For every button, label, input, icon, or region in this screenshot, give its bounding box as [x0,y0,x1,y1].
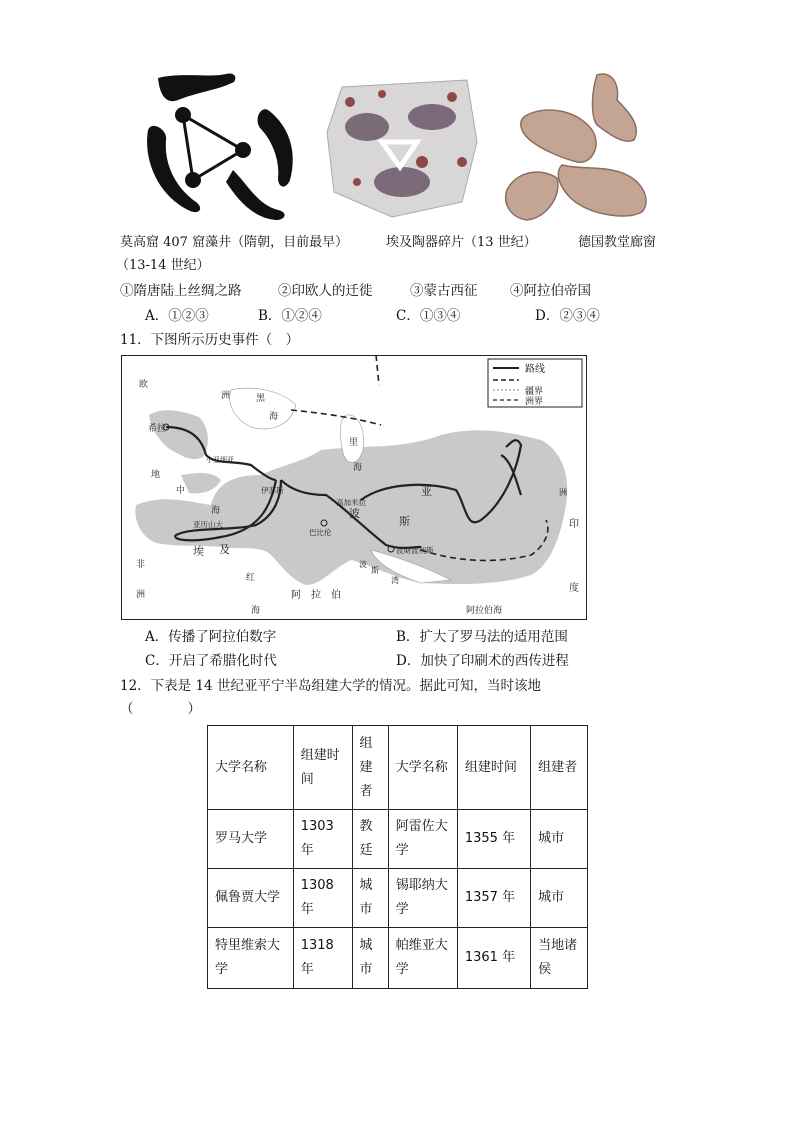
map-label-feizhou-1: 非 [136,560,146,570]
table-header-cell: 大学名称 [208,726,294,810]
map-label-gaojiamila: 高加米拉 [336,498,366,507]
map-label-zhong: 中 [176,486,186,496]
map-label-zhou: 洲 [559,488,567,497]
map-label-bo-2: 波 [359,560,367,569]
map-label-si: 斯 [399,515,410,528]
map-label-alabo: 阿 拉 伯 [291,590,341,601]
image1-caption: 莫高窟 407 窟藻井（隋朝，目前最早） [120,235,349,250]
map-label-ai: 埃 [193,545,204,558]
q10-statement-2: ②印欧人的迁徙 [278,283,373,299]
q11-option-d: D．加快了印刷术的西传进程 [396,653,569,669]
map-label-yisuo: 伊苏斯 [261,486,284,495]
table-header-cell: 组建时间 [457,726,530,810]
map-label-hong: 红 [246,573,256,583]
q10-option-c: C．①③④ [396,308,461,324]
map-label-wan: 湾 [391,576,399,585]
table-header-cell: 组建者 [531,726,588,810]
table-cell: 城市 [531,869,588,928]
q10-option-b: B．①②④ [258,308,322,324]
map-label-ya: 亚 [421,485,432,498]
image3-caption-continued: （13-14 世纪） [116,258,210,273]
map-label-hei: 黑 [256,394,266,404]
table-cell: 阿雷佐大学 [388,810,457,869]
map-label-bo: 波 [349,507,360,520]
table-cell: 教廷 [352,810,388,869]
map-label-alabohai: 阿拉伯海 [466,606,503,616]
table-cell: 1308 年 [293,869,352,928]
mogao-three-hares-image [138,70,300,225]
table-cell: 锡耶纳大学 [388,869,457,928]
q10-statement-1: ①隋唐陆上丝绸之路 [120,283,242,299]
table-cell: 罗马大学 [208,810,294,869]
table-row [208,928,588,989]
map-label-si-2: 斯 [371,566,379,575]
alexander-campaign-map [121,355,587,620]
table-cell: 当地诸侯 [531,928,588,989]
map-label-hai-3: 海 [211,506,221,516]
q10-statement-4: ④阿拉伯帝国 [510,283,591,299]
map-label-yalishanda: 亚历山大 [193,520,223,529]
legend-continent-line: 洲界 [525,397,544,407]
legend-route: 路线 [525,364,545,375]
table-row [208,869,588,928]
image3-caption: 德国教堂廊窗 [578,235,657,250]
table-cell: 城市 [531,810,588,869]
table-cell: 1318 年 [293,928,352,989]
map-label-europe-1: 欧 [139,380,149,390]
table-header-cell: 组建者 [352,726,388,810]
egyptian-pottery-image [322,72,482,222]
map-label-hai-1: 海 [269,412,279,422]
map-label-feizhou-2: 洲 [136,590,146,600]
q10-option-a: A．①②③ [145,308,209,324]
map-label-babilun: 巴比伦 [309,528,332,537]
q11-stem: 11．下图所示历史事件（ ） [120,332,300,348]
legend-border: 疆界 [525,387,544,397]
q10-statement-3: ③蒙古西征 [410,283,478,299]
table-cell: 城市 [352,869,388,928]
q11-option-b: B．扩大了罗马法的适用范围 [396,629,568,645]
q10-option-d: D．②③④ [535,308,600,324]
q11-option-a: A．传播了阿拉伯数字 [145,629,277,645]
map-label-yindu-1: 印 [569,519,579,530]
q11-option-c: C．开启了希腊化时代 [145,653,277,669]
table-cell: 1303 年 [293,810,352,869]
table-header-cell: 组建时间 [293,726,352,810]
map-label-di: 地 [151,470,161,480]
map-label-yindu-2: 度 [569,583,579,594]
table-cell: 帕维亚大学 [388,928,457,989]
map-label-hai-4: 海 [251,606,261,616]
table-row [208,810,588,869]
q12-answer-paren: （ ） [120,701,201,717]
table-cell: 城市 [352,928,388,989]
german-church-window-image [502,70,664,225]
map-label-xila: 希拉 [148,424,167,434]
q12-stem: 12．下表是 14 世纪亚平宁半岛组建大学的情况。据此可知，当时该地 [120,678,541,694]
map-label-xiaoyaxiya: 小亚细亚 [206,456,234,464]
image2-caption: 埃及陶器碎片（13 世纪） [386,235,537,250]
map-label-europe-2: 洲 [221,391,231,401]
table-header-row [208,726,588,810]
table-cell: 佩鲁贾大学 [208,869,294,928]
map-label-ji: 及 [219,543,230,556]
university-table [207,725,588,989]
map-label-hai-2: 海 [353,463,363,473]
table-cell: 1361 年 [457,928,530,989]
map-label-li: 里 [349,438,359,448]
table-cell: 1357 年 [457,869,530,928]
table-header-cell: 大学名称 [388,726,457,810]
table-cell: 1355 年 [457,810,530,869]
table-cell: 特里维索大学 [208,928,294,989]
map-label-bosibolisi: 波斯波利斯 [396,546,434,555]
